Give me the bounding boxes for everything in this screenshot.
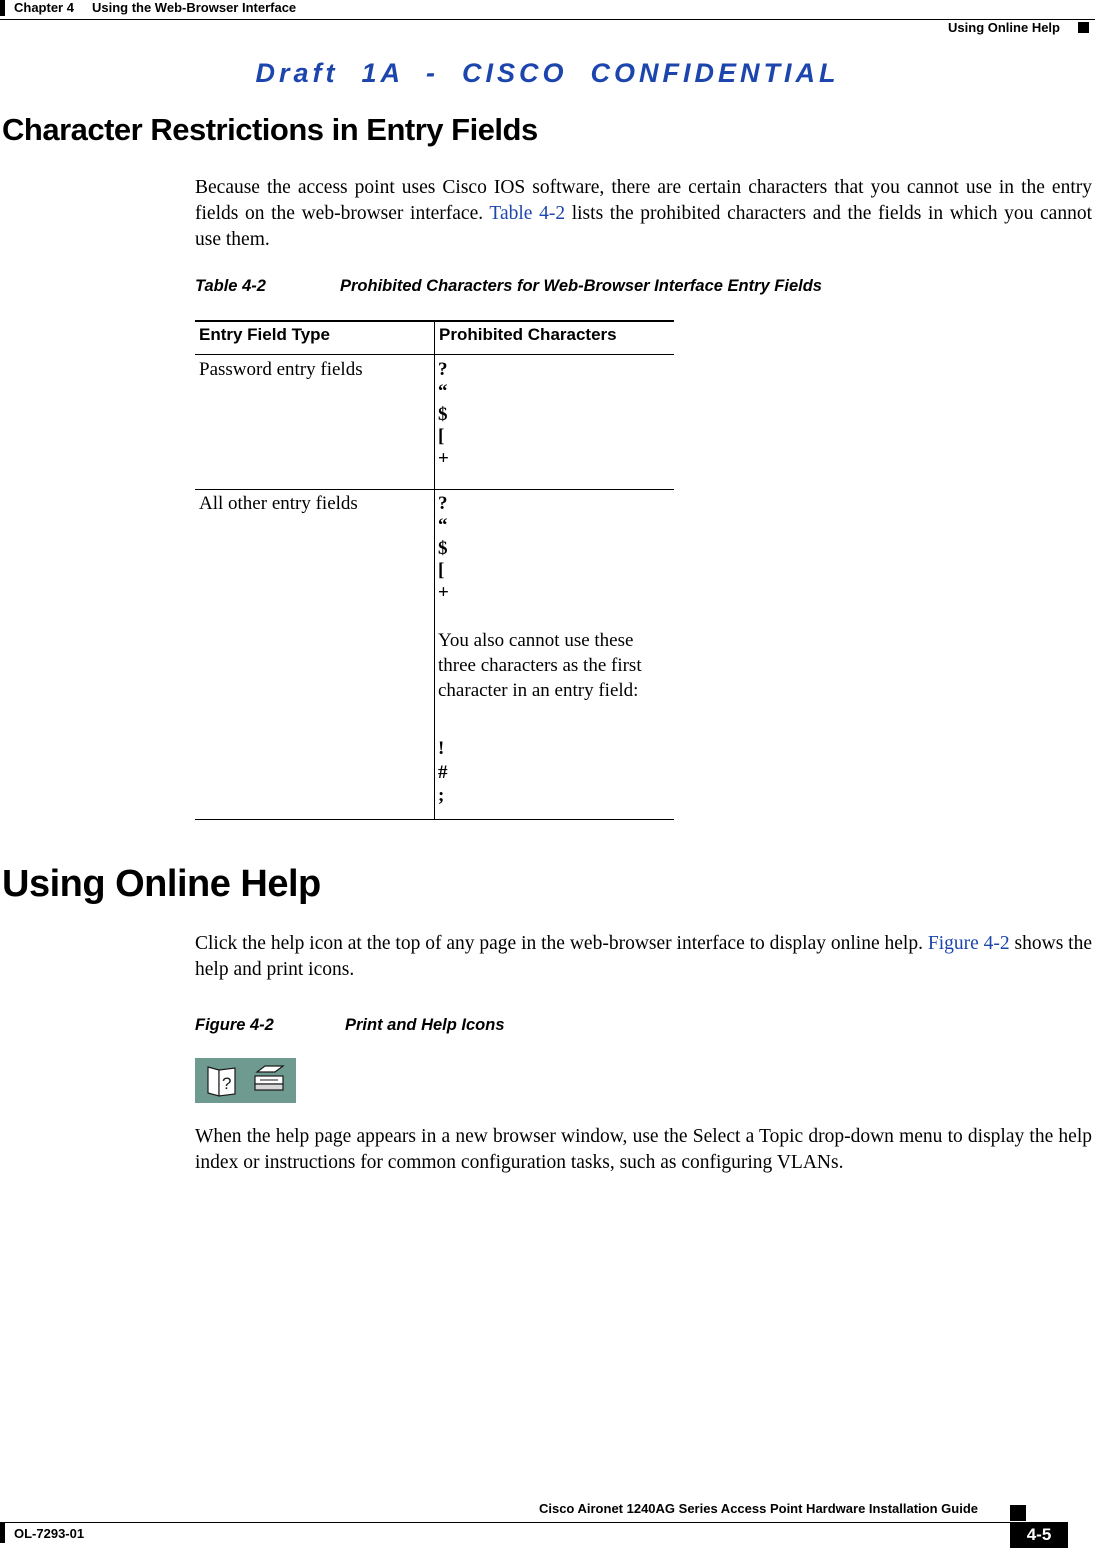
char-semicolon: ;	[438, 785, 445, 806]
section-title-online-help: Using Online Help	[2, 863, 321, 905]
running-header-chapter	[14, 0, 296, 15]
table-row-other-note: You also cannot use these three characters as the first character in an entry field:	[438, 630, 642, 701]
intro-text-end: lists the prohibited characters and the fields in which you cannot use them.	[195, 203, 1092, 250]
header-rule	[0, 19, 1095, 20]
section-title-character-restrictions: Character Restrictions in Entry Fields	[2, 112, 538, 147]
table-row-rule	[195, 489, 674, 490]
confidential-watermark: Draft 1A - CISCO CONFIDENTIAL	[255, 58, 840, 88]
char-bracket: [	[438, 425, 445, 447]
char-dollar: $	[438, 537, 448, 559]
running-header-section: Using Online Help	[948, 20, 1060, 35]
footer-bar	[0, 1523, 5, 1543]
table-link[interactable]: Table 4-2	[489, 203, 566, 224]
char-question: ?	[438, 493, 448, 514]
help-icon	[195, 1058, 296, 1103]
svg-text:?: ?	[222, 1074, 232, 1093]
chapter-number: Chapter 4	[14, 0, 74, 15]
footer-doc-number: OL-7293-01	[14, 1526, 85, 1541]
char-exclamation: !	[438, 738, 445, 759]
char-dollar: $	[438, 403, 448, 425]
print-help-icons-figure	[195, 1058, 296, 1103]
table-caption	[195, 277, 822, 296]
table-bottom-rule	[195, 819, 674, 820]
page-number: 4-5	[1010, 1522, 1068, 1548]
help-paragraph	[195, 931, 1092, 983]
char-quote: “	[438, 381, 448, 403]
table-caption-number: Table 4-2	[195, 277, 266, 295]
header-bar	[0, 0, 5, 16]
figure-link[interactable]: Figure 4-2	[927, 933, 1010, 954]
char-hash: #	[438, 761, 448, 783]
char-bracket: [	[438, 559, 445, 581]
table-row-password-chars	[438, 359, 449, 470]
intro-text: Because the access point uses Cisco IOS software, there are certain characters that you cannot use in the entry fields on the web-browser interface.	[195, 177, 1092, 224]
help-text-end: shows the help and print icons.	[195, 933, 1092, 980]
table-header-entry-field-type: Entry Field Type	[199, 325, 330, 344]
chapter-title: Using the Web-Browser Interface	[91, 0, 297, 15]
table-row-other-chars	[438, 493, 449, 604]
char-plus: +	[438, 448, 449, 470]
figure-caption-title: Print and Help Icons	[345, 1016, 505, 1034]
footer-marker	[1010, 1505, 1026, 1521]
intro-paragraph	[195, 175, 1092, 253]
char-quote: “	[438, 515, 448, 537]
header-marker	[1078, 22, 1089, 33]
table-row-other-first-chars	[438, 737, 448, 808]
print-icon	[255, 1066, 283, 1090]
footer-guide-title: Cisco Aironet 1240AG Series Access Point Hardware Installation Guide	[538, 1501, 978, 1516]
char-plus: +	[438, 582, 449, 604]
table-row-password-type: Password entry fields	[199, 359, 363, 380]
char-question: ?	[438, 359, 448, 380]
table-column-divider	[434, 321, 435, 820]
select-topic-paragraph: When the help page appears in a new browser window, use the Select a Topic drop-down menu to display the help index or instructions for common configuration tasks, such as configuring VLANs.	[195, 1126, 1092, 1173]
help-text: Click the help icon at the top of any page in the web-browser interface to display online help.	[195, 933, 928, 954]
table-header-prohibited-characters: Prohibited Characters	[439, 325, 617, 344]
footer-rule	[0, 1522, 1010, 1523]
figure-caption	[195, 1016, 505, 1035]
figure-caption-number: Figure 4-2	[195, 1016, 274, 1034]
table-caption-title: Prohibited Characters for Web-Browser Interface Entry Fields	[340, 277, 822, 295]
table-row-other-type: All other entry fields	[199, 493, 358, 514]
